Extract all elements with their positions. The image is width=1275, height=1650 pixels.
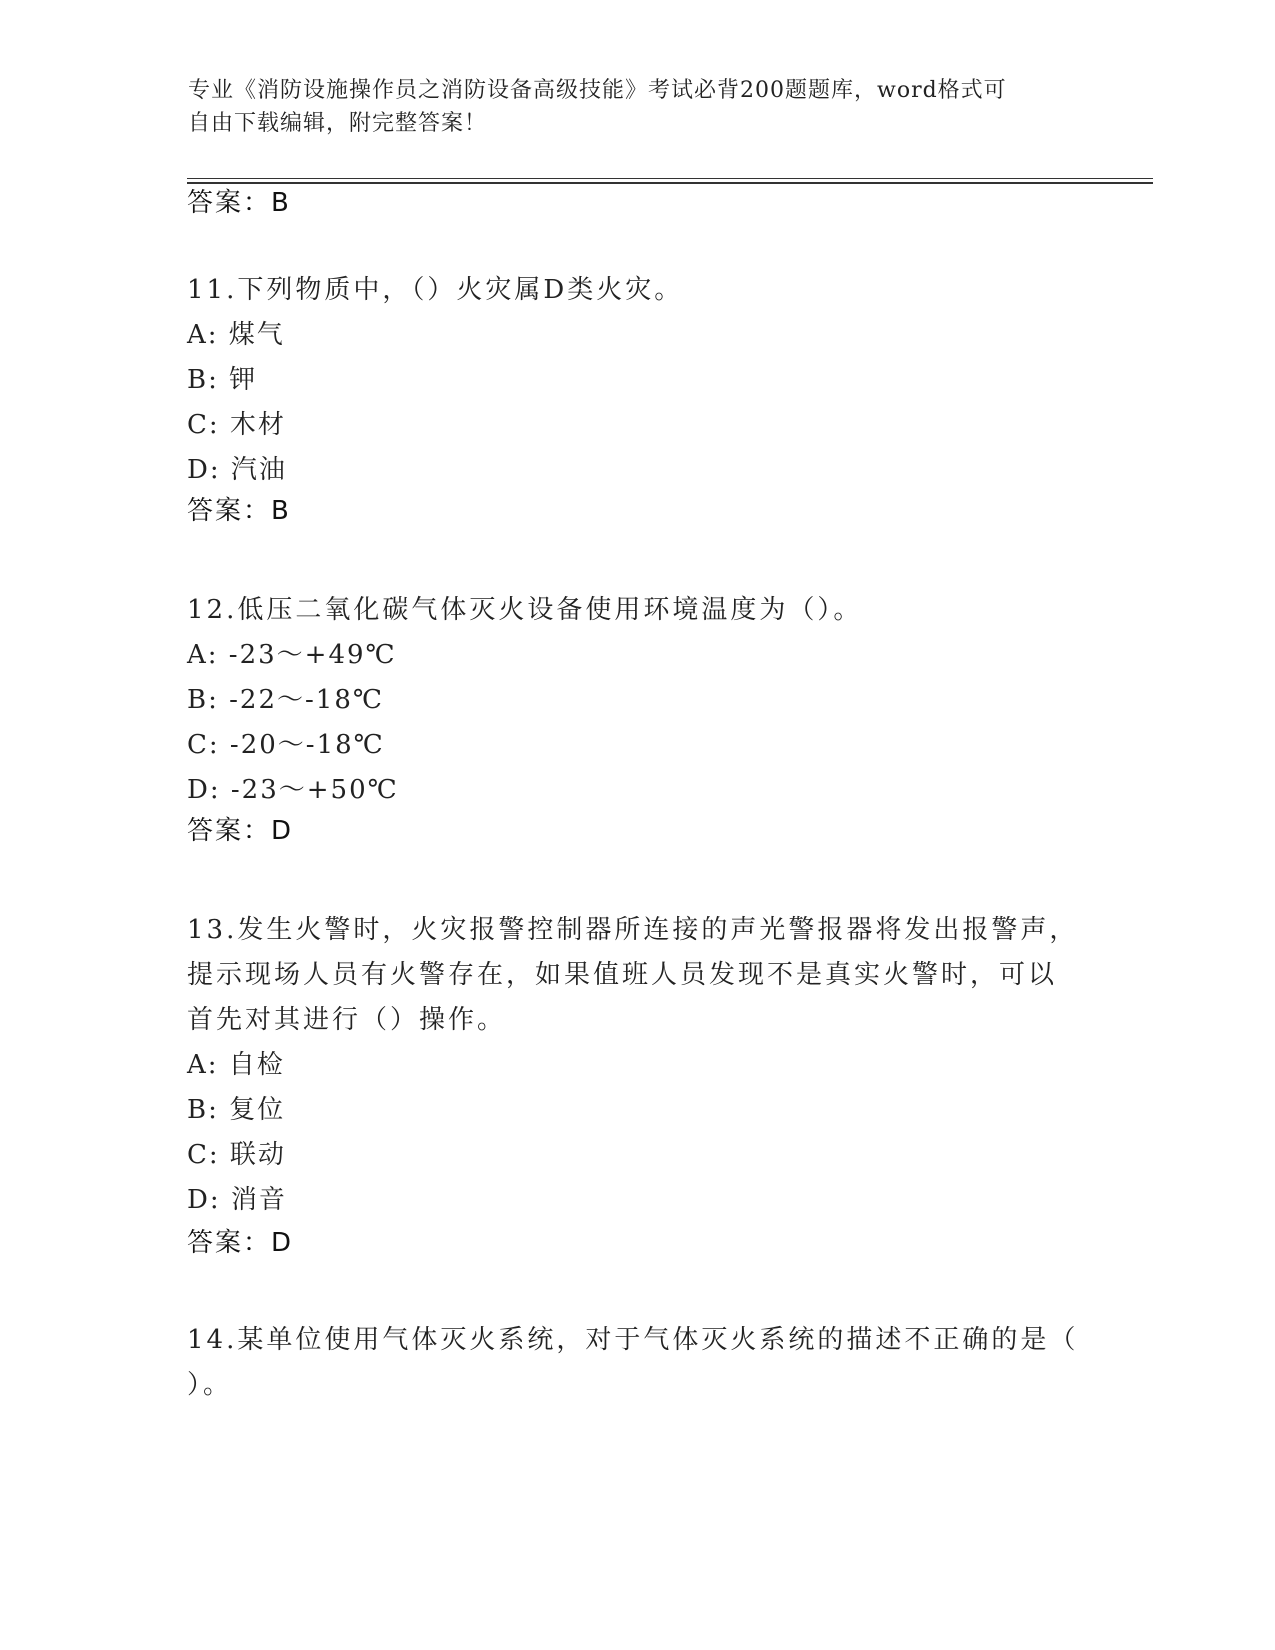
option-b: B: 复位 — [187, 1095, 286, 1125]
option-a: A: 煤气 — [187, 320, 285, 350]
header-line-2: 自由下载编辑，附完整答案！ — [188, 111, 488, 136]
question-11 — [187, 268, 1087, 493]
header-line-1: 专业《消防设施操作员之消防设备高级技能》考试必背200题题库，word格式可 — [188, 78, 1007, 103]
question-13 — [187, 908, 1087, 1223]
option-b: B: 钾 — [187, 365, 258, 395]
question-text: 11.下列物质中，（）火灾属D类火灾。 — [187, 275, 684, 305]
question-text-line-3: 首先对其进行（）操作。 — [187, 1005, 507, 1035]
option-d: D: -23～+50℃ — [187, 775, 399, 805]
option-c: C: 联动 — [187, 1140, 286, 1170]
option-a: A: -23～+49℃ — [187, 640, 397, 670]
header-divider-thick — [187, 182, 1153, 184]
option-a: A: 自检 — [187, 1050, 285, 1080]
option-b: B: -22～-18℃ — [187, 685, 384, 715]
document-header — [188, 74, 1068, 140]
option-c: C: 木材 — [187, 410, 286, 440]
question-14 — [187, 1318, 1087, 1408]
option-c: C: -20～-18℃ — [187, 730, 385, 760]
option-d: D: 汽油 — [187, 455, 287, 485]
question-text-line-2: ）。 — [187, 1370, 233, 1400]
question-12 — [187, 588, 1087, 813]
question-text-line-1: 14.某单位使用气体灭火系统，对于气体灭火系统的描述不正确的是（ — [187, 1325, 1079, 1355]
question-text-line-1: 13.发生火警时，火灾报警控制器所连接的声光警报器将发出报警声， — [187, 915, 1079, 945]
header-divider — [187, 178, 1153, 179]
answer-line: 答案：B — [187, 496, 291, 526]
answer-line: 答案：B — [187, 188, 291, 218]
answer-line: 答案：D — [187, 1228, 294, 1258]
option-d: D: 消音 — [187, 1185, 287, 1215]
answer-line: 答案：D — [187, 816, 294, 846]
question-text-line-2: 提示现场人员有火警存在，如果值班人员发现不是真实火警时，可以 — [187, 960, 1058, 990]
question-text: 12.低压二氧化碳气体灭火设备使用环境温度为（）。 — [187, 595, 863, 625]
